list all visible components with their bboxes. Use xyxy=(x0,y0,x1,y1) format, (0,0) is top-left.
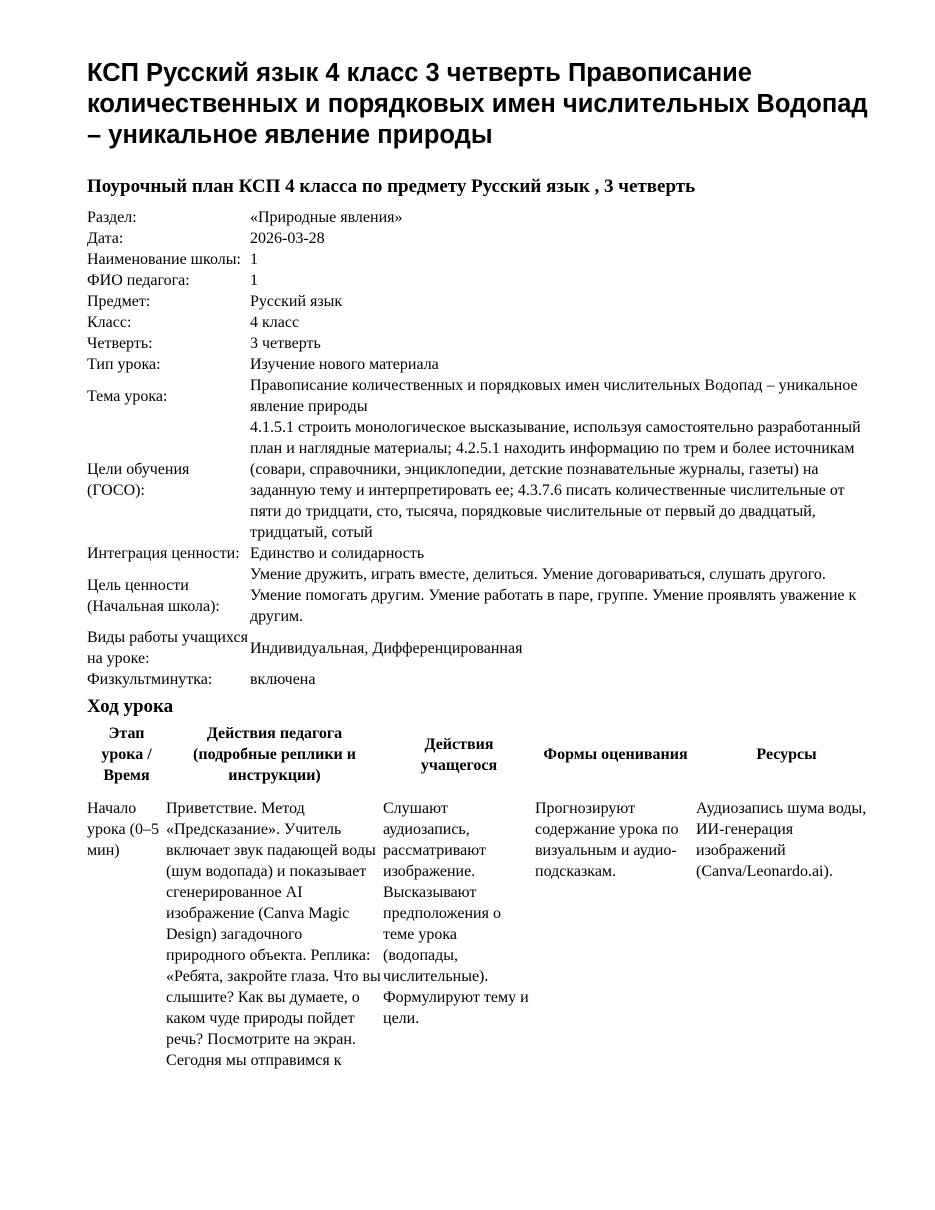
table-cell: Прогнозируют содержание урока по визуальным и аудио-подсказкам. xyxy=(535,800,679,880)
lesson-heading: Ход урока xyxy=(87,696,174,717)
info-label: Цель ценности (Начальная школа): xyxy=(87,576,220,615)
info-label: Четверть: xyxy=(87,335,153,352)
column-header: Этап урока / Время xyxy=(101,725,152,784)
info-value: Индивидуальная, Дифференцированная xyxy=(250,639,523,657)
info-row xyxy=(87,564,877,627)
plan-subtitle: Поурочный план КСП 4 класса по предмету Русский язык , 3 четверть xyxy=(87,176,696,197)
info-value: Правописание количественных и порядковых имен числительных Водопад – уникальное явление природы xyxy=(250,377,858,415)
table-cell: Приветствие. Метод «Предсказание». Учитель включает звук падающей воды (шум водопада) и показывает сгенерированное AI изображение (Canva Magic Design) загадочного природного объекта. Реплика: «Ребята, закройте глаза. Что вы слышите? Как вы думаете, о каком чуде природы пойдет речь? Посмотрите на экран. Сегодня мы отправимся к xyxy=(166,800,381,1069)
info-label: Виды работы учащихся на уроке: xyxy=(87,629,248,667)
info-value: Изучение нового материала xyxy=(250,356,439,373)
table-row xyxy=(87,794,877,1071)
info-label: Класс: xyxy=(87,314,132,331)
info-value: 1 xyxy=(250,272,258,289)
column-header: Действия учащегося xyxy=(420,735,498,774)
info-label: Тема урока: xyxy=(87,387,168,405)
info-row xyxy=(87,543,877,564)
info-value: 4.1.5.1 строить монологическое высказывание, используя самостоятельно разработанный план и наглядные материалы; 4.2.5.1 находить информацию по трем и более источникам (совари, справочники, энциклопедии, детские познавательные журналы, газеты) на заданную тему и интерпретировать ее; 4.3.7.6 писать количественные числительные от пяти до тридцати, сто, тысяча, порядковые числительные от первый до двадцатый, тридцатый, сотый xyxy=(250,419,861,541)
column-header: Формы оценивания xyxy=(543,746,688,763)
info-label: Интеграция ценности: xyxy=(87,545,240,562)
lesson-info-table xyxy=(87,207,877,690)
info-value: Умение дружить, играть вместе, делиться. Умение договариваться, слушать другого. Умение помогать другим. Умение работать в паре, группе. Умение проявлять уважение к другим. xyxy=(250,566,857,625)
document-page xyxy=(87,58,877,1071)
table-cell: Аудиозапись шума воды, ИИ-генерация изображений (Canva/Leonardo.ai). xyxy=(696,800,867,880)
info-label: ФИО педагога: xyxy=(87,272,190,289)
info-row xyxy=(87,249,877,270)
info-value: Русский язык xyxy=(250,293,343,310)
info-value: Единство и солидарность xyxy=(250,545,425,562)
info-row xyxy=(87,669,877,690)
table-cell: Начало урока (0–5 мин) xyxy=(87,800,159,859)
info-value: включена xyxy=(250,671,316,688)
info-value: 4 класс xyxy=(250,314,300,331)
info-row xyxy=(87,312,877,333)
info-row xyxy=(87,270,877,291)
info-row xyxy=(87,291,877,312)
info-label: Дата: xyxy=(87,230,124,247)
info-label: Наименование школы: xyxy=(87,251,241,268)
info-row xyxy=(87,228,877,249)
info-value: 1 xyxy=(250,251,258,268)
info-row xyxy=(87,627,877,669)
column-header: Ресурсы xyxy=(756,746,817,763)
info-value: 3 четверть xyxy=(250,335,321,352)
info-row xyxy=(87,333,877,354)
lesson-header-row xyxy=(87,723,877,794)
info-label: Предмет: xyxy=(87,293,151,310)
info-value: 2026-03-28 xyxy=(250,230,325,247)
info-row xyxy=(87,354,877,375)
info-row xyxy=(87,417,877,543)
column-header: Действия педагога (подробные реплики и инструкции) xyxy=(193,725,356,784)
lesson-progress-table xyxy=(87,723,877,1071)
info-row xyxy=(87,375,877,417)
info-label: Раздел: xyxy=(87,209,137,226)
info-label: Тип урока: xyxy=(87,356,161,373)
info-value: «Природные явления» xyxy=(250,209,403,226)
info-row xyxy=(87,207,877,228)
table-cell: Слушают аудиозапись, рассматривают изображение. Высказывают предположения о теме урока (водопады, числительные). Формулируют тему и цели. xyxy=(383,800,529,1027)
info-label: Цели обучения (ГОСО): xyxy=(87,461,190,499)
document-title: КСП Русский язык 4 класс 3 четверть Правописание количественных и порядковых имен числительных Водопад – уникальное явление природы xyxy=(87,59,868,149)
info-label: Физкультминутка: xyxy=(87,671,213,688)
